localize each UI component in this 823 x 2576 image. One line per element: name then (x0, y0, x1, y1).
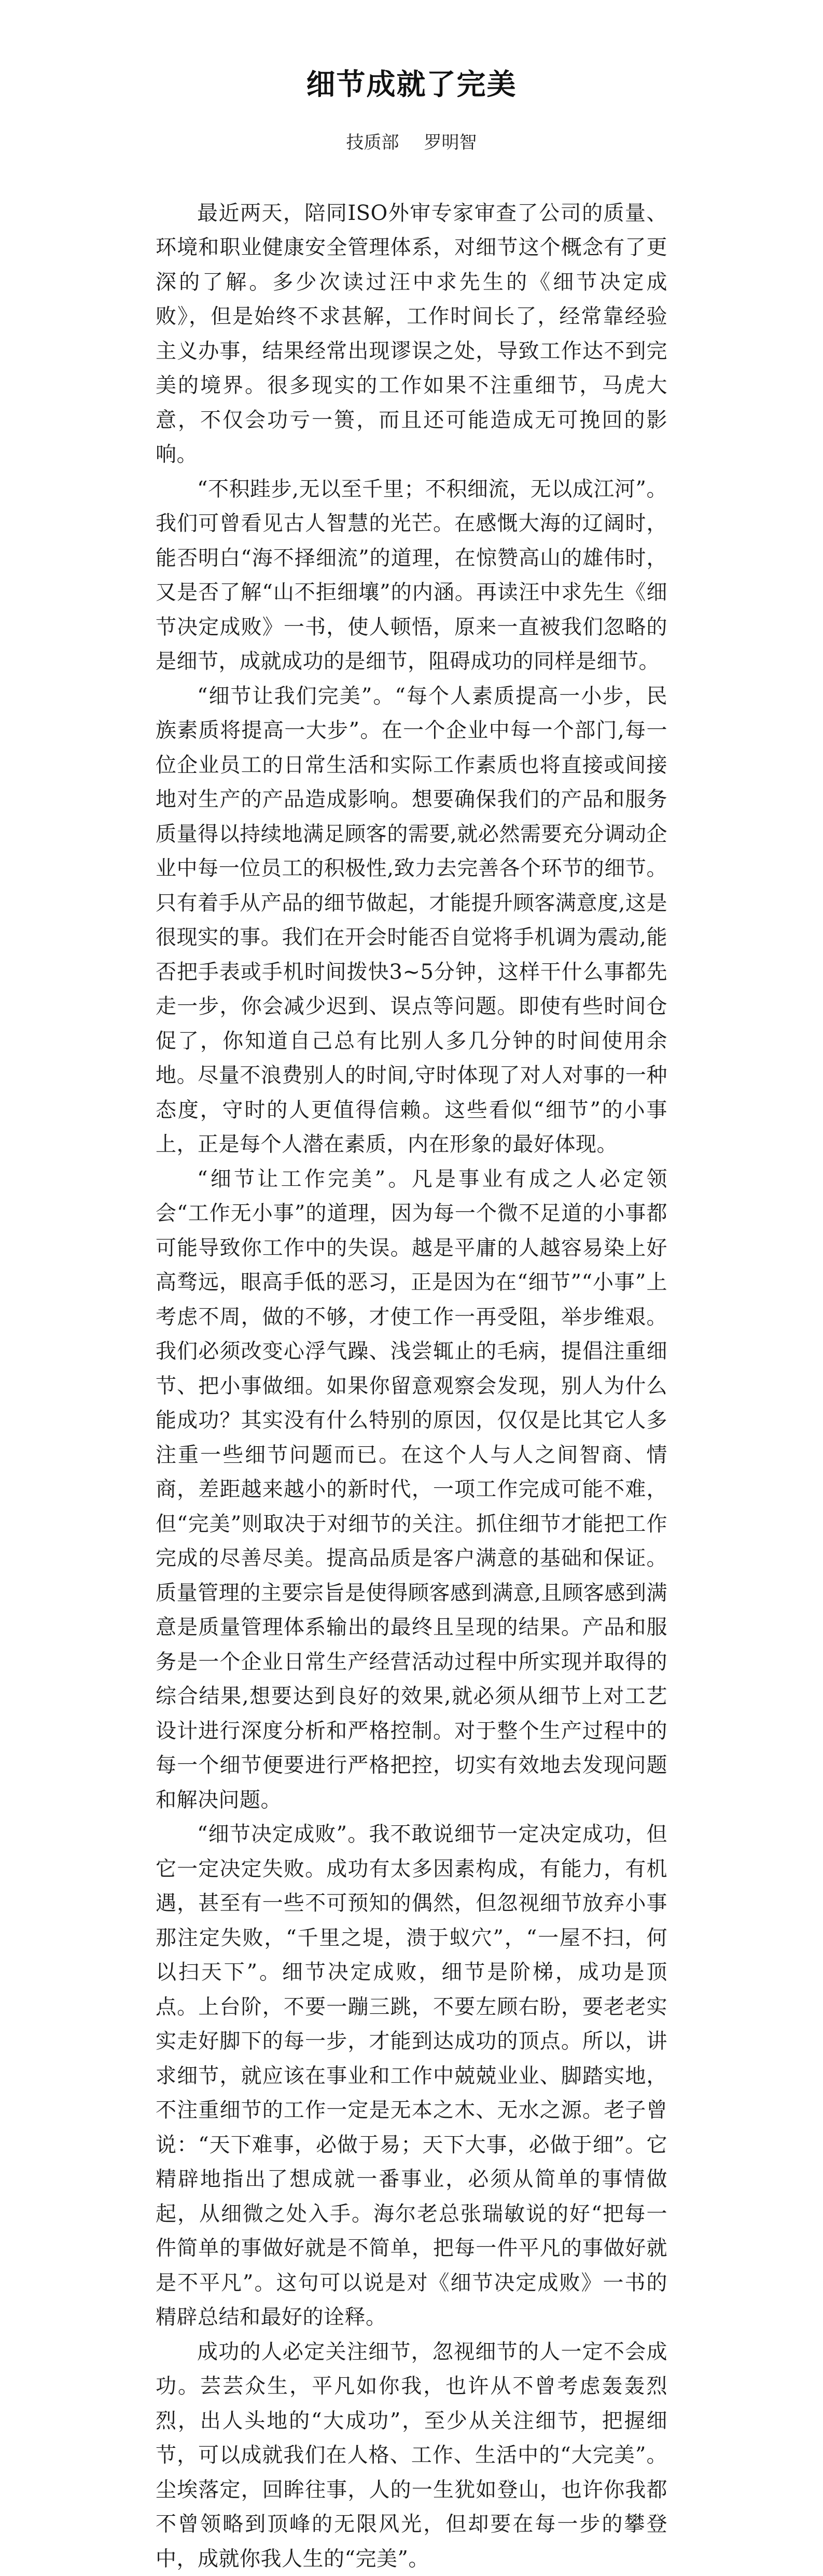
author-department: 技质部 (346, 132, 399, 154)
paragraph-5: “细节决定成败”。我不敢说细节一定决定成功，但它一定决定失败。成功有太多因素构成，有能力，有机遇，甚至有一些不可预知的偶然，但忽视细节放弃小事那注定失败，“千里之堤，溃于蚁穴”，“一屋不扫，何以扫天下”。细节决定成败，细节是阶梯，成功是顶点。上台阶，不要一蹦三跳，不要左顾右盼，要老老实实走好脚下的每一步，才能到达成功的顶点。所以，讲求细节，就应该在事业和工作中兢兢业业、脚踏实地，不注重细节的工作一定是无本之木、无水之源。老子曾说：“天下难事，必做于易；天下大事，必做于细”。它精辟地指出了想成就一番事业，必须从简单的事情做起，从细微之处入手。海尔老总张瑞敏说的好“把每一件简单的事做好就是不简单，把每一件平凡的事做好就是不平凡”。这句可以说是对《细节决定成败》一书的精辟总结和最好的诠释。 (156, 1822, 667, 2330)
author-byline (156, 132, 667, 154)
author-name: 罗明智 (424, 132, 477, 154)
paragraph-3: “细节让我们完美”。“每个人素质提高一小步，民族素质将提高一大步”。在一个企业中每一个部门,每一位企业员工的日常生活和实际工作素质也将直接或间接地对生产的产品造成影响。想要确保我们的产品和服务质量得以持续地满足顾客的需要,就必然需要充分调动企业中每一位员工的积极性,致力去完善各个环节的细节。只有着手从产品的细节做起，才能提升顾客满意度,这是很现实的事。我们在开会时能否自觉将手机调为震动,能否把手表或手机时间拨快3~5分钟，这样干什么事都先走一步，你会减少迟到、误点等问题。即使有些时间仓促了，你知道自己总有比别人多几分钟的时间使用余地。尽量不浪费别人的时间,守时体现了对人对事的一种态度，守时的人更值得信赖。这些看似“细节”的小事上，正是每个人潜在素质，内在形象的最好体现。 (156, 684, 667, 1157)
paragraph-1: 最近两天，陪同ISO外审专家审查了公司的质量、环境和职业健康安全管理体系，对细节这个概念有了更深的了解。多少次读过汪中求先生的《细节决定成败》，但是始终不求甚解，工作时间长了，经常靠经验主义办事，结果经常出现谬误之处，导致工作达不到完美的境界。很多现实的工作如果不注重细节，马虎大意，不仅会功亏一篑，而且还可能造成无可挽回的影响。 (156, 201, 667, 467)
article-body (156, 196, 667, 2576)
article-title: 细节成就了完美 (306, 68, 517, 102)
paragraph-4: “细节让工作完美”。凡是事业有成之人必定领会“工作无小事”的道理，因为每一个微不足道的小事都可能导致你工作中的失误。越是平庸的人越容易染上好高骛远，眼高手低的恶习，正是因为在“细节”“小事”上考虑不周，做的不够，才使工作一再受阻，举步维艰。我们必须改变心浮气躁、浅尝辄止的毛病，提倡注重细节、把小事做细。如果你留意观察会发现，别人为什么能成功？其实没有什么特别的原因，仅仅是比其它人多注重一些细节问题而已。在这个人与人之间智商、情商，差距越来越小的新时代，一项工作完成可能不难，但“完美”则取决于对细节的关注。抓住细节才能把工作完成的尽善尽美。提高品质是客户满意的基础和保证。质量管理的主要宗旨是使得顾客感到满意,且顾客感到满意是质量管理体系输出的最终且呈现的结果。产品和服务是一个企业日常生产经营活动过程中所实现并取得的综合结果,想要达到良好的效果,就必须从细节上对工艺设计进行深度分析和严格控制。对于整个生产过程中的每一个细节便要进行严格把控，切实有效地去发现问题和解决问题。 (156, 1167, 667, 1812)
paragraph-6: 成功的人必定关注细节，忽视细节的人一定不会成功。芸芸众生，平凡如你我，也许从不曾考虑轰轰烈烈，出人头地的“大成功”，至少从关注细节，把握细节，可以成就我们在人格、工作、生活中的“大完美”。尘埃落定，回眸往事，人的一生犹如登山，也许你我都不曾领略到顶峰的无限风光，但却要在每一步的攀登中，成就你我人生的“完美”。 (156, 2339, 667, 2571)
paragraph-2: “不积跬步,无以至千里；不积细流，无以成江河”。我们可曾看见古人智慧的光芒。在感慨大海的辽阔时，能否明白“海不择细流”的道理，在惊赞高山的雄伟时，又是否了解“山不拒细壤”的内涵。再读汪中求先生《细节决定成败》一书，使人顿悟，原来一直被我们忽略的是细节，成就成功的是细节，阻碍成功的同样是细节。 (156, 477, 667, 674)
